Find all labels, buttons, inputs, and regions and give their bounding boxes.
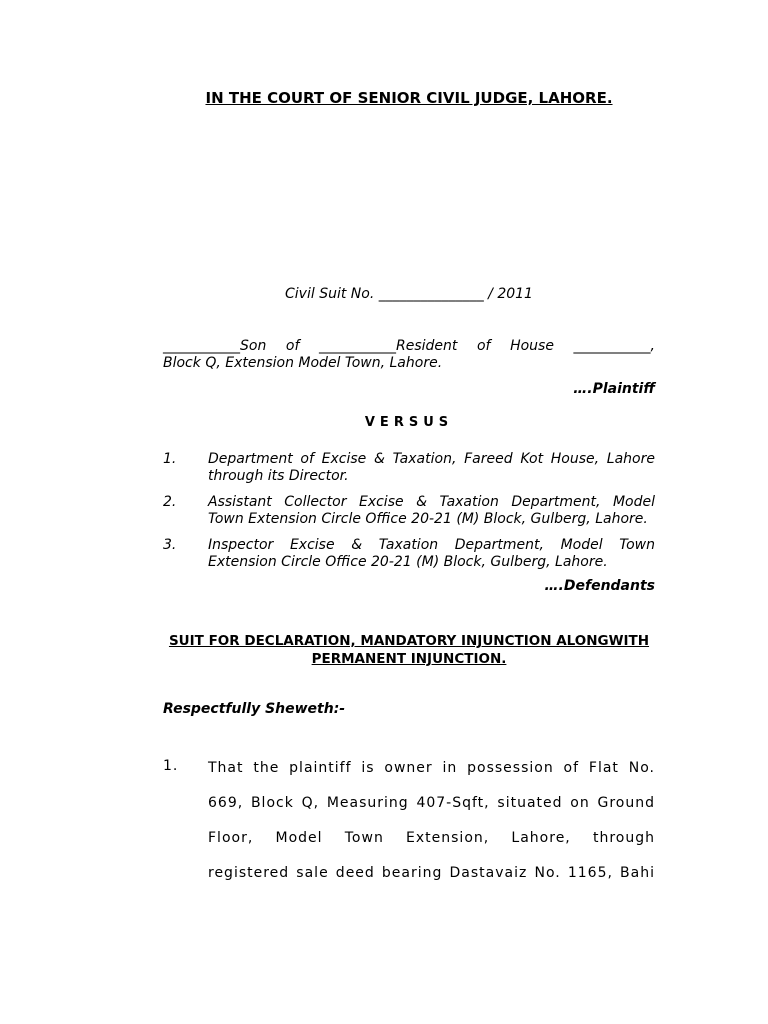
paragraph-line: Floor, Model Town Extension, Lahore, through: [208, 830, 655, 846]
suit-heading-line-2: PERMANENT INJUNCTION.: [311, 651, 507, 667]
defendant-text: [208, 537, 655, 571]
civil-suit-number: Civil Suit No. _______________ / 2011: [285, 286, 533, 302]
defendant-line: Inspector Excise & Taxation Department, Model Town: [208, 537, 655, 553]
paragraph-text: [208, 758, 655, 898]
defendant-line: Department of Excise & Taxation, Fareed Kot House, Lahore: [208, 451, 655, 467]
defendant-line: Assistant Collector Excise & Taxation Department, Model: [208, 494, 655, 510]
suit-heading: [163, 632, 655, 668]
paragraph-line: That the plaintiff is owner in possession of Flat No.: [208, 760, 655, 776]
defendants-role-label: ….Defendants: [544, 578, 655, 594]
defendant-line: through its Director.: [208, 468, 349, 484]
court-title: IN THE COURT OF SENIOR CIVIL JUDGE, LAHORE.: [205, 89, 613, 107]
defendant-line: Extension Circle Office 20-21 (M) Block, Gulberg, Lahore.: [208, 554, 608, 570]
paragraph-line: registered sale deed bearing Dastavaiz No. 1165, Bahi: [208, 865, 655, 881]
defendant-number: 1.: [163, 451, 177, 467]
suit-heading-line-1: SUIT FOR DECLARATION, MANDATORY INJUNCTION ALONGWITH: [168, 633, 650, 649]
defendant-number: 3.: [163, 537, 177, 553]
paragraph-number: 1.: [163, 758, 179, 774]
paragraph-line: 669, Block Q, Measuring 407-Sqft, situated on Ground: [208, 795, 655, 811]
defendant-line: Town Extension Circle Office 20-21 (M) Block, Gulberg, Lahore.: [208, 511, 648, 527]
defendant-number: 2.: [163, 494, 177, 510]
respectfully-sheweth: Respectfully Sheweth:-: [163, 701, 346, 717]
plaintiff-role-label: ….Plaintiff: [573, 381, 655, 397]
versus-heading: VERSUS: [364, 415, 454, 430]
plaintiff-details-line-2: Block Q, Extension Model Town, Lahore.: [163, 355, 443, 371]
defendant-text: [208, 494, 655, 528]
defendant-text: [208, 451, 655, 485]
plaintiff-details-line-1: ___________Son of ___________Resident of House ___________,: [163, 338, 655, 354]
